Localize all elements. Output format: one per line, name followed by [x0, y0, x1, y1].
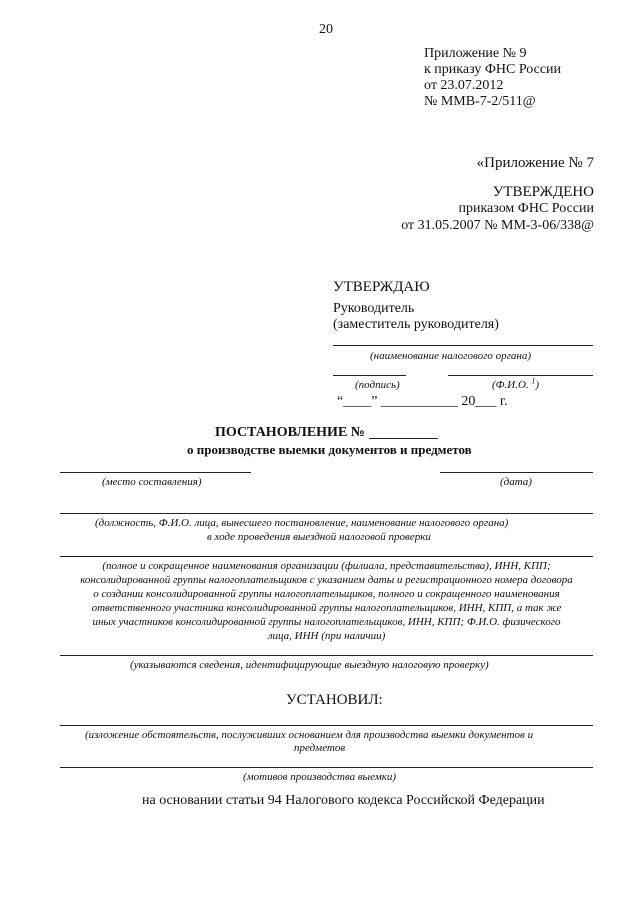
- appendix-7-line3: приказом ФНС России: [458, 201, 594, 216]
- org-caption-line: иных участников консолидированной группы налогоплательщиков, ИНН, КПП; Ф.И.О. физического: [92, 616, 561, 628]
- org-caption-line: лица, ИНН (при наличии): [267, 630, 386, 642]
- place-caption: (место составления): [102, 476, 202, 488]
- appendix-9-line1: Приложение № 9: [424, 46, 527, 61]
- signature-caption: (подпись): [355, 379, 400, 391]
- decree-number-line: [369, 438, 438, 439]
- org-caption-line: ответственного участника консолидированной группы налогоплательщиков, ИНН, КПП, а так же: [91, 602, 562, 614]
- appendix-9-line4: № ММВ-7-2/511@: [424, 94, 536, 109]
- audit-line: [60, 655, 593, 656]
- fio-line: [448, 375, 593, 376]
- motives-line: [60, 767, 593, 768]
- approve-title: УТВЕРЖДАЮ: [333, 279, 430, 295]
- approve-role1: Руководитель: [333, 301, 415, 316]
- official-line: [60, 513, 593, 514]
- basis-text: на основании статьи 94 Налогового кодекса Российской Федерации: [142, 793, 545, 808]
- circumstances-caption: (изложение обстоятельств, послуживших основанием для производства выемки документов и: [85, 729, 534, 741]
- fio-footnote-mark: 1: [531, 376, 536, 386]
- org-name-caption: (наименование налогового органа): [370, 350, 532, 362]
- decree-subtitle: о производстве выемки документов и предметов: [187, 442, 472, 457]
- org-caption-line: консолидированной группы налогоплательщиков с указанием даты и регистрационного номера договора: [80, 574, 573, 586]
- fio-caption: (Ф.И.О. $^1$): [492, 376, 540, 391]
- date-caption: (дата): [500, 476, 532, 488]
- org-name-line: [333, 345, 593, 346]
- approve-date-line: “____” ___________ 20___ г.: [337, 394, 508, 409]
- motives-caption: (мотивов производства выемки): [243, 771, 397, 783]
- established-heading: УСТАНОВИЛ:: [286, 692, 383, 708]
- official-caption: (должность, Ф.И.О. лица, вынесшего постановление, наименование налогового органа): [95, 517, 509, 529]
- official-caption-2: в ходе проведения выездной налоговой проверки: [207, 531, 431, 543]
- appendix-9-line3: от 23.07.2012: [424, 78, 504, 93]
- page-number: 20: [319, 22, 333, 37]
- organization-line: [60, 556, 593, 557]
- circumstances-caption-2: предметов: [294, 742, 346, 754]
- organization-caption: [60, 559, 593, 643]
- appendix-7-line4: от 31.05.2007 № ММ-3-06/338@: [401, 218, 594, 233]
- audit-caption: (указываются сведения, идентифицирующие выездную налоговую проверку): [130, 659, 489, 671]
- decree-title: ПОСТАНОВЛЕНИЕ №: [215, 425, 365, 440]
- appendix-7-line1: «Приложение № 7: [476, 155, 594, 171]
- date-line: [440, 472, 593, 473]
- place-line: [60, 472, 251, 473]
- appendix-7-line2: УТВЕРЖДЕНО: [492, 184, 594, 200]
- approve-role2: (заместитель руководителя): [333, 317, 499, 332]
- signature-line: [333, 375, 406, 376]
- appendix-9-line2: к приказу ФНС России: [424, 62, 562, 77]
- org-caption-line: (полное и сокращенное наименования организации (филиала, представительства), ИНН, КПП;: [102, 560, 551, 572]
- org-caption-line: о создании консолидированной группы налогоплательщиков, полного и сокращенного наименования: [93, 588, 560, 600]
- circumstances-line: [60, 725, 593, 726]
